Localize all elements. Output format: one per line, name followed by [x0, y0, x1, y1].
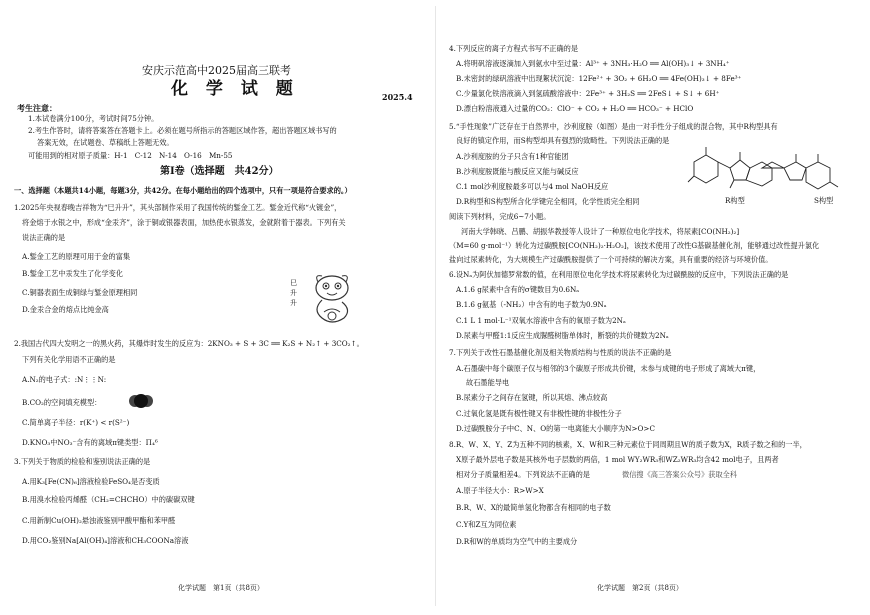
mascot-label: 巳升升 — [290, 279, 297, 307]
q6-option-a: A.1.6 g尿素中含有的σ键数目为0.6Nₐ — [456, 285, 580, 294]
q5-option-c: C.1 mol沙利度胺最多可以与4 mol NaOH反应 — [456, 182, 609, 191]
q1-stem: 1.2025年央视春晚吉祥物为“巳升升”，其头部制作采用了我国传统的錾金工艺。錾金近代称“火镀金”， — [14, 203, 342, 212]
passage-intro: 阅读下列材料，完成6~7小题。 — [449, 212, 551, 221]
q3-stem: 3.下列关于物质的检验和鉴别说法正确的是 — [14, 457, 151, 466]
snake-mascot-icon — [302, 270, 362, 332]
q3-option-b: B.用溴水检验丙烯醛（CH₂=CHCHO）中的碳碳双键 — [22, 495, 195, 504]
page-footer: 化学试题 第2页（共8页） — [597, 584, 683, 592]
r-configuration-label: R构型 — [725, 196, 745, 205]
thalidomide-structures-icon — [684, 142, 864, 206]
page-divider — [435, 6, 436, 606]
q2-stem: 下列有关化学用语不正确的是 — [22, 355, 116, 364]
q4-option-a: A.将明矾溶液逐滴加入到氨水中至过量：Al³⁺ + 3NH₃·H₂O ══ Al(OH)₃↓ + 3NH₄⁺ — [456, 59, 730, 68]
exam-header: 安庆示范高中2025届高三联考 — [142, 64, 291, 77]
notice-line: 答案无效，在试题卷、草稿纸上答题无效。 — [37, 138, 174, 147]
exam-title: 化 学 试 题 — [171, 79, 299, 99]
q3-option-d: D.用CO₂鉴别Na[Al(OH)₄]溶液和CH₃COONa溶液 — [22, 536, 189, 545]
q5-option-b: B.沙利度胺既能与酸反应又能与碱反应 — [456, 167, 579, 176]
q1-option-b: B.錾金工艺中汞发生了化学变化 — [22, 269, 124, 278]
q5-stem: 5.“手性现象”广泛存在于自然界中，沙利度胺（如图）是由一对手性分子组成的混合物，其中R构型具有 — [449, 122, 778, 131]
notice-line: 2.考生作答时，请将答案答在答题卡上。必须在题号所指示的答题区域作答，超出答题区域书写的 — [28, 126, 337, 135]
q1-option-a: A.錾金工艺的原理可用于金的富集 — [22, 252, 131, 261]
page-2 — [437, 0, 870, 615]
q5-stem: 良好的镇定作用，而S构型却具有强烈的致畸性。下列说法正确的是 — [456, 136, 670, 145]
s-configuration-label: S构型 — [814, 196, 834, 205]
instructions: 一、选择题（本题共14小题，每题3分，共42分。在每小题给出的四个选项中，只有一项是符合要求的。） — [14, 186, 352, 195]
passage-line: 盐向过尿素转化，为大规模生产过碳酰胺提供了一个可持续的解决方案，具有重要的经济与环境价值。 — [449, 255, 773, 264]
q8-option-c: C.Y和Z互为同位素 — [456, 520, 517, 529]
q3-option-a: A.用K₃[Fe(CN)₆]溶液检验FeSO₄是否变质 — [22, 477, 160, 486]
q3-option-c: C.用新制Cu(OH)₂悬浊液鉴别甲酸甲酯和苯甲醛 — [22, 516, 176, 525]
passage-line: （M=60 g·mol⁻¹）转化为过碳酰胺[CO(NH₂)₂·H₂O₂]，该技术使用了改性G基碳基催化剂，能够通过改性提升氯化 — [449, 241, 820, 250]
q8-stem: 8.R、W、X、Y、Z为五种不同的核素，X、W和R三种元素位于同周期且W的质子数为X，R质子数之和的一半， — [449, 440, 807, 449]
q8-option-d: D.R和W的单质均为空气中的主要成分 — [456, 537, 578, 546]
notice-title: 考生注意： — [17, 103, 57, 113]
q6-option-b: B.1.6 g氨基（-NH₂）中含有的电子数为0.9Nₐ — [456, 300, 607, 309]
q2-option-d: D.KNO₃中NO₃⁻含有的离域π键类型：Π₄⁶ — [22, 438, 158, 447]
q2-stem: 2.我国古代四大发明之一的黑火药，其爆炸时发生的反应为：2KNO₃ + S + 3C ══ K₂S + N₂↑ + 3CO₂↑。 — [14, 339, 364, 348]
q1-stem: 将金熔于水银之中，形成“金汞齐”，涂于铜或银器表面，加热使水银蒸发，金就附着于器表。下列有关 — [22, 218, 346, 227]
q7-option-d: D.过碳酰胺分子中C、N、O的第一电离能大小顺序为N>O>C — [456, 424, 655, 433]
watermark-note: 微信搜《高三答案公众号》获取全科 — [622, 470, 738, 479]
q8-stem: X原子最外层电子数是其核外电子层数的两倍，1 mol WY₂WR₃和WZ₂WR₃均含42 mol电子，且两者 — [456, 455, 779, 464]
q6-stem: 6.设Nₐ为阿伏加德罗常数的值，在利用原位电化学技术将尿素转化为过碳酰胺的反应中，下列说法正确的是 — [449, 270, 789, 279]
q1-stem: 说法正确的是 — [22, 233, 66, 242]
q5-option-a: A.沙利度胺的分子只含有1种官能团 — [456, 152, 569, 161]
q7-option-c: C.过氧化氢是既有极性键又有非极性键的非极性分子 — [456, 409, 622, 418]
section-title: 第Ⅰ卷（选择题 共42分） — [160, 166, 279, 177]
q1-option-d: D.金汞合金的熔点比纯金高 — [22, 305, 109, 314]
q7-option-b: B.尿素分子之间存在氢键，所以其熔、沸点较高 — [456, 393, 608, 402]
q4-option-c: C.少量氯化铁溶液滴入到氢硫酸溶液中：2Fe³⁺ + 3H₂S ══ 2FeS↓ + S↓ + 6H⁺ — [456, 89, 720, 98]
q8-stem: 相对分子质量相差4。下列说法不正确的是 — [456, 470, 590, 479]
notice-line: 1.本试卷满分100分，考试时间75分钟。 — [28, 114, 159, 123]
q2-option-c: C.简单离子半径：r(K⁺) < r(S²⁻) — [22, 418, 130, 427]
q7-stem: 7.下列关于改性石墨基催化剂及相关物质结构与性质的说法不正确的是 — [449, 348, 672, 357]
q6-option-d: D.尿素与甲醛1:1反应生成脲醛树脂单体时，断裂的共价键数为2Nₐ — [456, 331, 669, 340]
q7-option-a: A.石墨碳中每个碳原子仅与相邻的3个碳原子形成共价键，未参与成键的电子形成了离域大π键， — [456, 364, 761, 373]
mascot-illustration — [288, 270, 358, 332]
q2-option-a: A.N₂的电子式：:N⋮⋮N: — [22, 375, 107, 384]
co2-space-filling-model-icon — [127, 391, 155, 411]
q7-option-a-cont: 故石墨能导电 — [466, 378, 510, 387]
q2-option-b: B.CO₂的空间填充模型： — [22, 398, 102, 407]
q1-option-c: C.铜器表面生成铜绿与錾金原理相同 — [22, 288, 138, 297]
q8-option-b: B.R、W、X的最简单氢化物都含有相同的电子数 — [456, 503, 611, 512]
q4-option-b: B.未密封的绿矾溶液中出现絮状沉淀：12Fe²⁺ + 3O₂ + 6H₂O ══ 4Fe(OH)₃↓ + 8Fe³⁺ — [456, 74, 742, 83]
atomic-masses: 可能用到的相对原子质量：H-1 C-12 N-14 O-16 Mn-55 — [28, 151, 233, 160]
q5-option-d: D.R构型和S构型所含化学键完全相同，化学性质完全相同 — [456, 197, 640, 206]
page-footer: 化学试题 第1页（共8页） — [178, 584, 264, 592]
q6-option-c: C.1 L 1 mol·L⁻¹双氧水溶液中含有的氧原子数为2Nₐ — [456, 316, 626, 325]
passage-line: 河南大学韩晓、吕鹏、胡振华教授等人设计了一种原位电化学技术，将尿素[CO(NH₂)₂] — [461, 227, 740, 236]
q4-stem: 4.下列反应的离子方程式书写不正确的是 — [449, 44, 579, 53]
q8-option-a: A.原子半径大小：R>W>X — [456, 486, 544, 495]
exam-date: 2025.4 — [382, 92, 413, 102]
q4-option-d: D.漂白粉溶液通入过量的CO₂：ClO⁻ + CO₂ + H₂O ══ HCO₃⁻ + HClO — [456, 104, 694, 113]
